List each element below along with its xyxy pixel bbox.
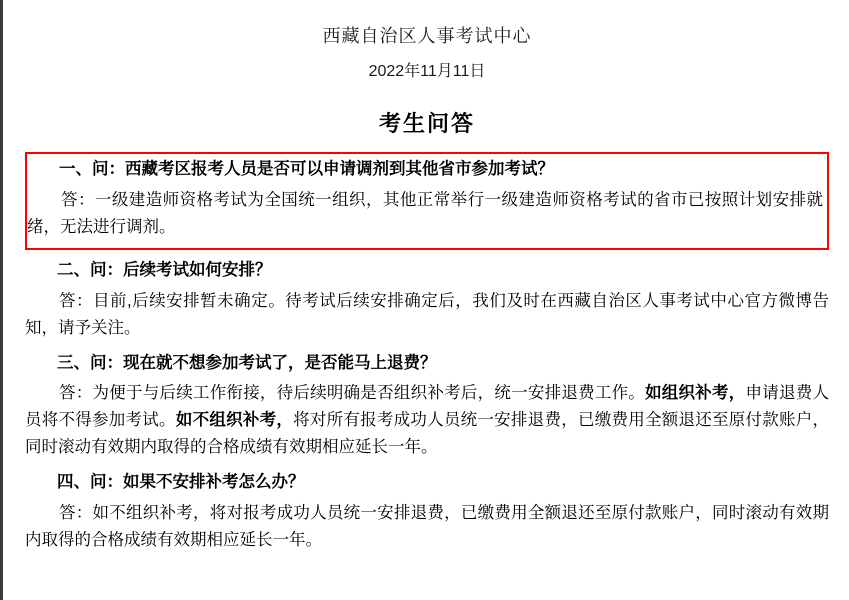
answer-text: 申请退费人员将不得参加考试。 xyxy=(25,384,830,430)
qa-item-1-highlighted xyxy=(25,152,829,250)
answer-text: 答：为便于与后续工作衔接，待后续明确是否组织补考后，统一安排退费工作。 xyxy=(59,384,646,403)
qa-item-3 xyxy=(25,347,829,465)
question-3: 三、问：现在就不想参加考试了，是否能马上退费？ xyxy=(57,353,437,372)
answer-2: 答：目前,后续安排暂未确定。待考试后续安排确定后，我们及时在西藏自治区人事考试中心官方微博告知，请予关注。 xyxy=(25,291,829,337)
answer-4: 答：如不组织补考，将对报考成功人员统一安排退费，已缴费用全额退还至原付款账户，同时滚动有效期内取得的合格成绩有效期相应延长一年。 xyxy=(25,504,829,550)
qa-item-4 xyxy=(25,466,829,557)
answer-text: 将对所有报考成功人员统一安排退费，已缴费用全额退还至原付款账户，同时滚动有效期内取得的合格成绩有效期相应延长一年。 xyxy=(25,411,830,457)
question-2: 二、问：后续考试如何安排？ xyxy=(57,260,272,279)
answer-emphasis: 如组织补考， xyxy=(645,384,746,403)
question-4: 四、问：如果不安排补考怎么办？ xyxy=(57,473,305,492)
document-body xyxy=(3,0,849,557)
organization-name: 西藏自治区人事考试中心 xyxy=(322,26,532,46)
publish-date: 2022年11月11日 xyxy=(368,63,486,80)
answer-3 xyxy=(25,378,829,464)
page-title: 考生问答 xyxy=(378,111,475,136)
qa-item-2 xyxy=(25,254,829,345)
answer-1: 答：一级建造师资格考试为全国统一组织，其他正常举行一级建造师资格考试的省市已按照计划安排就绪，无法进行调剂。 xyxy=(27,190,823,236)
question-1: 一、问：西藏考区报考人员是否可以申请调剂到其他省市参加考试？ xyxy=(59,160,554,178)
answer-emphasis: 如不组织补考， xyxy=(175,411,294,430)
